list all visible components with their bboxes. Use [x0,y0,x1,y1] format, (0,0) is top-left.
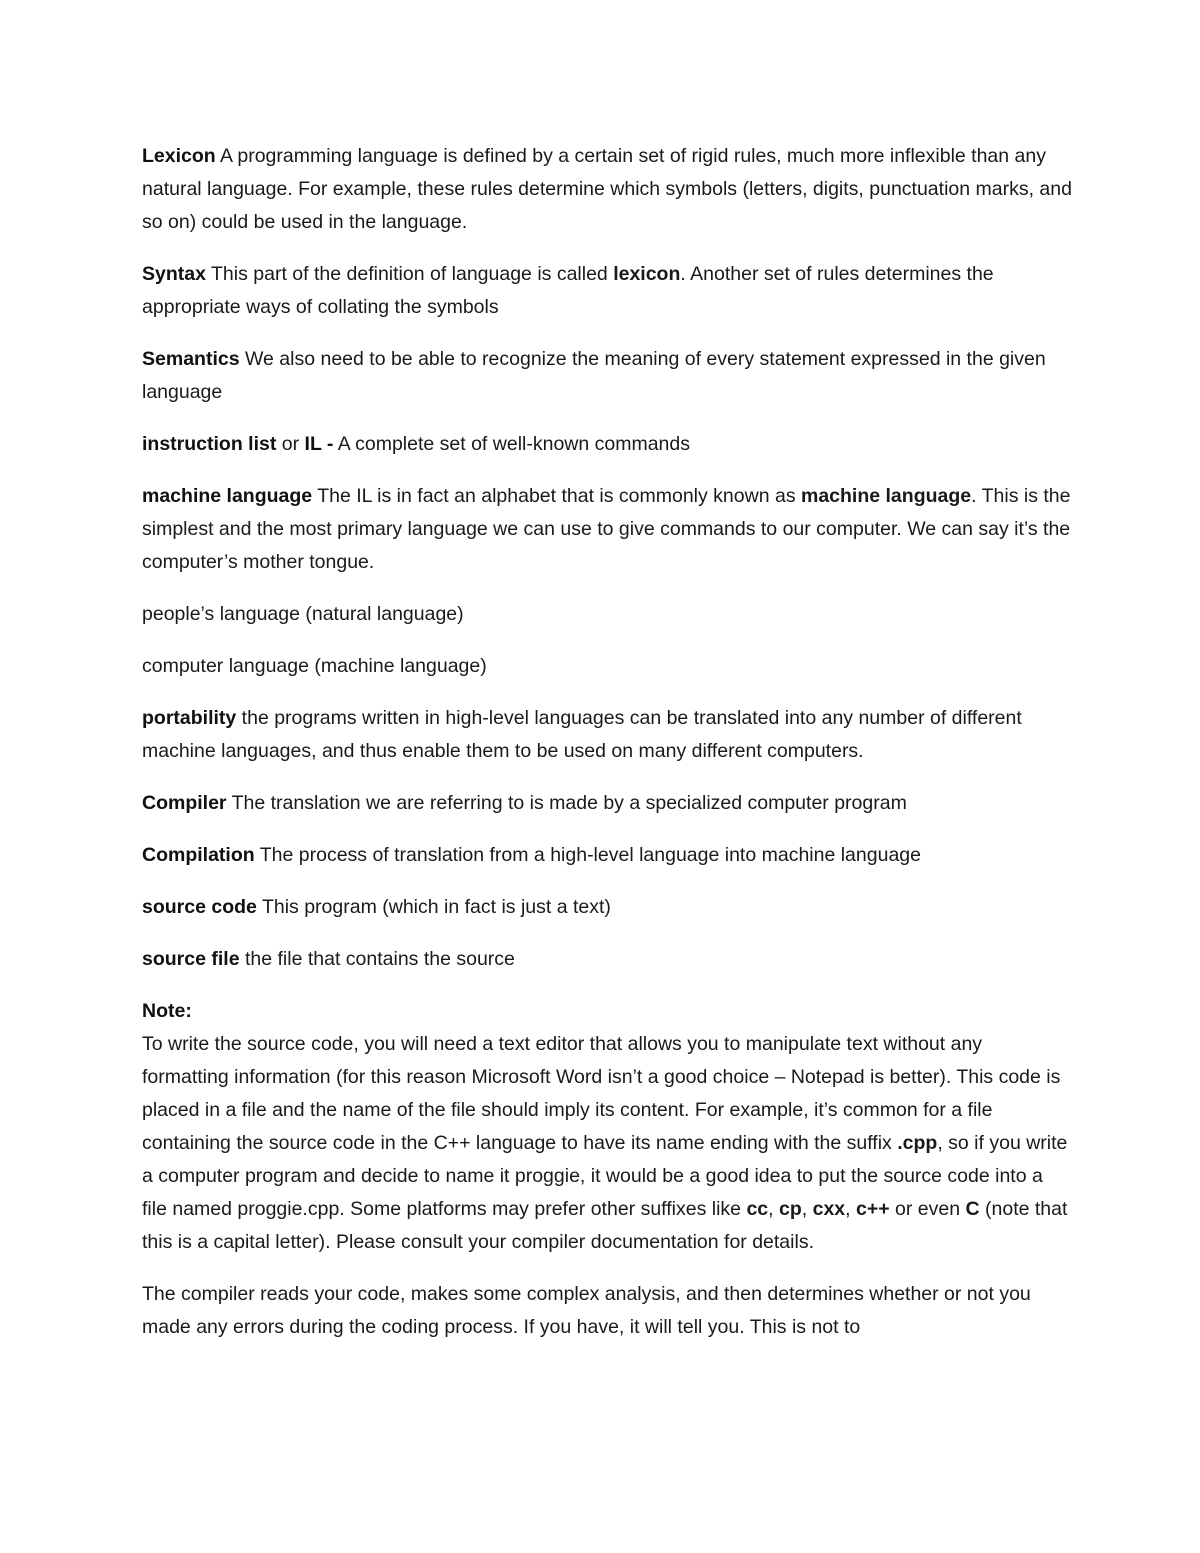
note-separator-3: , [845,1198,856,1220]
compilation-paragraph [142,839,1072,872]
source-code-paragraph [142,891,1072,924]
syntax-term: Syntax [142,263,206,285]
source-file-definition: the file that contains the source [239,948,515,970]
syntax-definition-end: . Another set of rules determines the appropriate ways of collating the symbols [142,263,994,318]
source-code-definition: This program (which in fact is just a text) [256,896,611,918]
semantics-term: Semantics [142,348,240,370]
semantics-paragraph [142,343,1072,409]
machine-language-bold-word: machine language [800,485,972,507]
note-heading [142,995,1072,1028]
note-cpp-suffix: .cpp [897,1132,938,1154]
lexicon-paragraph [142,140,1072,239]
note-separator-2: , [801,1198,813,1220]
compiler-paragraph [142,787,1072,820]
note-capital-c-suffix: C [965,1198,980,1220]
note-cc-suffix: cc [746,1198,769,1220]
portability-definition: the programs written in high-level languages can be translated into any number of different machine languages, and thus enable them to be used on many different computers. [142,707,1022,762]
machine-language-term: machine language [142,485,313,507]
note-separator-1: , [768,1198,779,1220]
closing-paragraph: The compiler reads your code, makes some complex analysis, and then determines whether or not you made any errors during the coding process. If you have, it will tell you. This is not to [142,1283,1031,1338]
compilation-term: Compilation [142,844,255,866]
compilation-definition: The process of translation from a high-level language into machine language [254,844,921,866]
peoples-language-paragraph: people’s language (natural language) [142,603,464,625]
portability-term: portability [142,707,237,729]
syntax-bold-word: lexicon [613,263,681,285]
il-term: IL - [304,433,334,455]
machine-language-paragraph [142,480,1072,579]
note-text-part2: , so if you write a computer program and decide to name it proggie, it would be a good idea to put the source code into a file named proggie.cpp. Some platforms may prefer other suffixes like [142,1132,1068,1220]
note-label: Note: [142,1000,192,1022]
instruction-list-term: instruction list [142,433,277,455]
source-file-paragraph [142,943,1072,976]
syntax-paragraph [142,258,1072,324]
machine-language-definition-end: . This is the simplest and the most primary language we can use to give commands to our computer. We can say it’s the computer’s mother tongue. [142,485,1071,573]
note-text-part1: To write the source code, you will need a text editor that allows you to manipulate text without any formatting information (for this reason Microsoft Word isn’t a good choice – Notepad is better). This code is placed in a file and the name of the file should imply its content. For example, it’s common for a file containing the source code in the C++ language to have its name ending with the suffix [142,1033,1061,1154]
machine-language-definition-start: The IL is in fact an alphabet that is commonly known as [312,485,801,507]
computer-language-paragraph: computer language (machine language) [142,655,487,677]
lexicon-definition: A programming language is defined by a certain set of rigid rules, much more inflexible than any natural language. For example, these rules determine which symbols (letters, digits, punctuation marks, and so on) could be used in the language. [142,145,1072,233]
document-body [142,140,1072,1363]
portability-paragraph [142,702,1072,768]
note-cxx-suffix: cxx [812,1198,846,1220]
instruction-list-paragraph [142,428,1072,461]
note-text-part3: or even [889,1198,966,1220]
lexicon-term: Lexicon [142,145,216,167]
note-paragraph [142,1028,1072,1259]
syntax-definition-start: This part of the definition of language is called [205,263,614,285]
compiler-term: Compiler [142,792,227,814]
semantics-definition: We also need to be able to recognize the meaning of every statement expressed in the given language [142,348,1046,403]
instruction-list-connector: or [276,433,305,455]
compiler-definition: The translation we are referring to is made by a specialized computer program [226,792,907,814]
note-text-part4: (note that this is a capital letter). Please consult your compiler documentation for details. [142,1198,1068,1253]
instruction-list-definition: A complete set of well-known commands [333,433,691,455]
source-file-term: source file [142,948,240,970]
note-cplusplus-suffix: c++ [855,1198,890,1220]
source-code-term: source code [142,896,257,918]
note-cp-suffix: cp [778,1198,802,1220]
